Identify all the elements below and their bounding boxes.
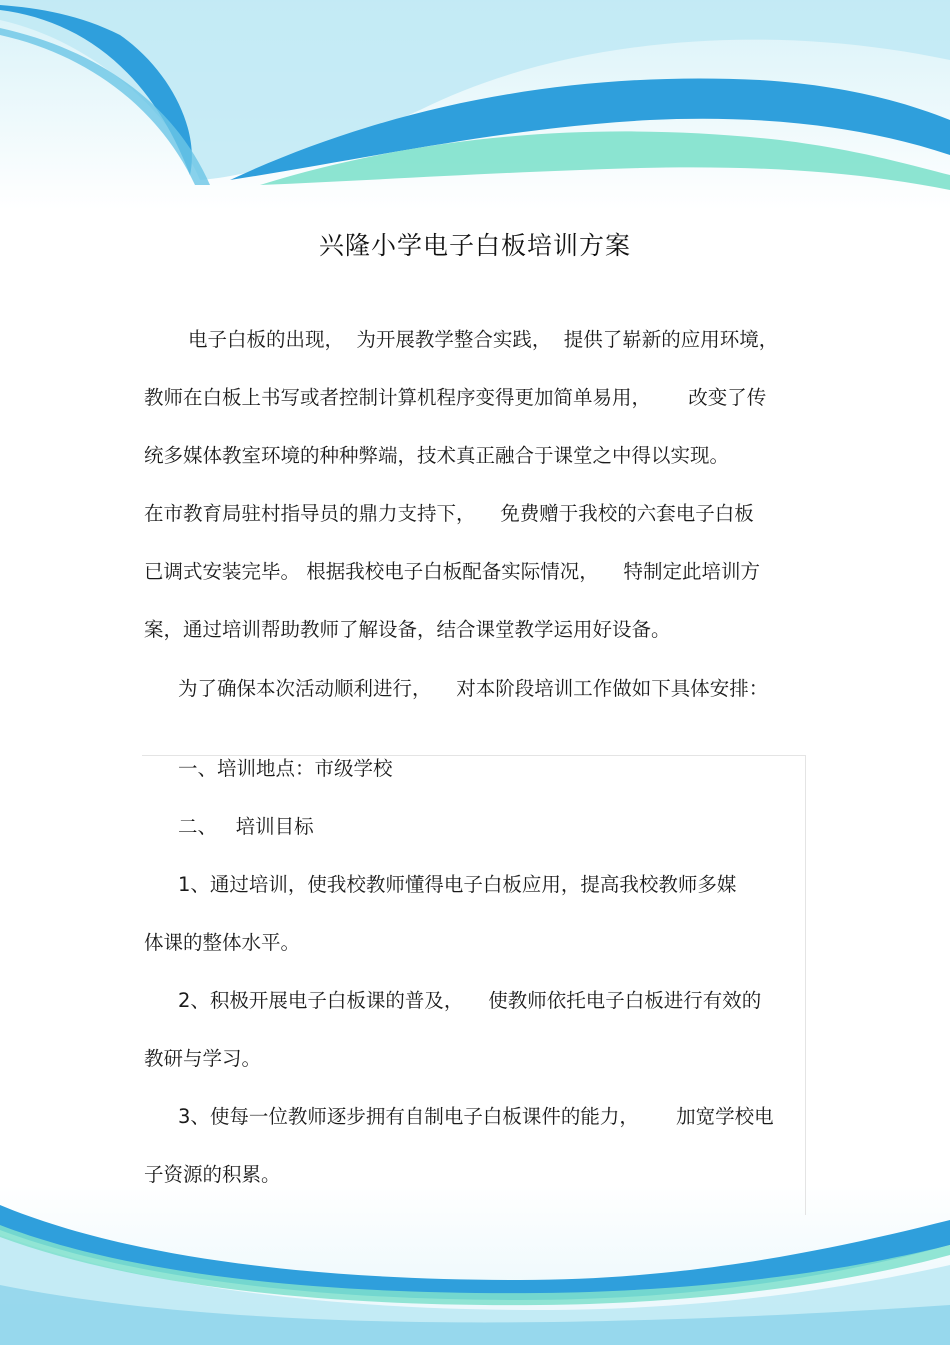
goal-line: 1、通过培训，使我校教师懂得电子白板应用，提高我校教师多媒 xyxy=(178,873,737,896)
goal-line: 教研与学习。 xyxy=(144,1047,262,1070)
section-heading: 二、 培训目标 xyxy=(178,815,314,838)
intro-line: 电子白板的出现， 为开展教学整合实践， 提供了崭新的应用环境， xyxy=(188,328,779,351)
intro-line: 统多媒体教室环境的种种弊端，技术真正融合于课堂之中得以实现。 xyxy=(144,444,730,467)
goal-line: 3、使每一位教师逐步拥有自制电子白板课件的能力， 加宽学校电 xyxy=(178,1105,774,1128)
intro-line: 教师在白板上书写或者控制计算机程序变得更加简单易用， 改变了传 xyxy=(144,386,767,409)
top-wave-decoration xyxy=(0,0,950,210)
goal-line: 体课的整体水平。 xyxy=(144,931,301,954)
intro-line: 已调式安装完毕。 根据我校电子白板配备实际情况， 特制定此培训方 xyxy=(144,560,760,583)
intro-line: 在市教育局驻村指导员的鼎力支持下， 免费赠于我校的六套电子白板 xyxy=(144,502,754,525)
goal-line: 子资源的积累。 xyxy=(144,1163,281,1186)
intro-line: 案，通过培训帮助教师了解设备，结合课堂教学运用好设备。 xyxy=(144,618,671,641)
document-title: 兴隆小学电子白板培训方案 xyxy=(318,231,631,260)
goal-line: 2、积极开展电子白板课的普及， 使教师依托电子白板进行有效的 xyxy=(178,989,762,1012)
section-heading: 一、培训地点：市级学校 xyxy=(178,757,393,780)
intro-line: 为了确保本次活动顺利进行， 对本阶段培训工作做如下具体安排： xyxy=(178,677,769,700)
